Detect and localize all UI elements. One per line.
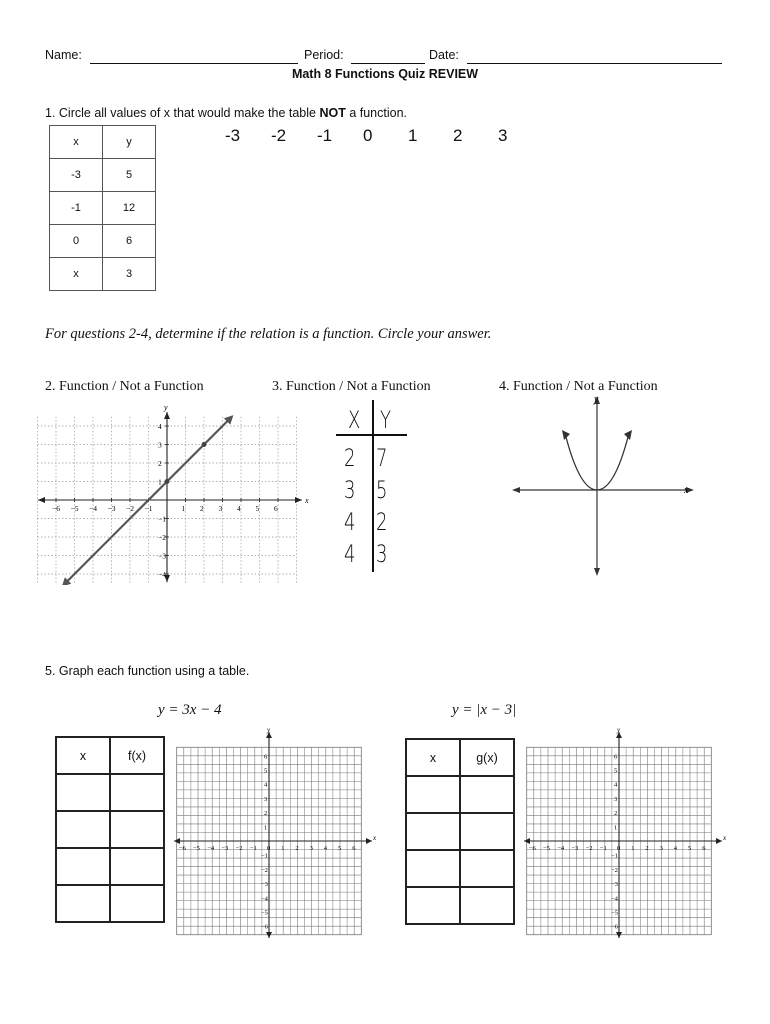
- x-tick-label: 1: [281, 845, 285, 852]
- x-tick-label: 1: [631, 845, 635, 852]
- x-tick-label: 3: [659, 845, 663, 852]
- table-cell: 0: [50, 225, 103, 258]
- x-arrow-right: [366, 838, 372, 844]
- q1-header-x: x: [50, 126, 103, 159]
- y-tick-label: 1: [158, 477, 162, 487]
- table-cell[interactable]: [460, 850, 514, 887]
- table-cell[interactable]: [110, 885, 164, 922]
- date-label: Date:: [429, 48, 459, 62]
- q1-header-y: y: [103, 126, 156, 159]
- y-tick-label: −3: [261, 881, 268, 889]
- x-tick-label: 6: [702, 845, 706, 852]
- y-tick-label: 6: [614, 753, 618, 761]
- q3-cell: 4: [344, 508, 356, 536]
- x-tick-label: 4: [673, 845, 678, 852]
- x-tick-label: 4: [323, 845, 328, 852]
- table-header: x: [56, 737, 110, 774]
- y-tick-label: 3: [264, 795, 268, 803]
- table-cell[interactable]: [406, 887, 460, 924]
- table-cell[interactable]: [460, 776, 514, 813]
- x-tick-label: 3: [309, 845, 313, 852]
- x-tick-label: −2: [235, 845, 243, 852]
- q3-cell: 3: [376, 540, 388, 568]
- x-tick-label: 2: [295, 845, 299, 852]
- x-tick-label: −6: [178, 845, 186, 852]
- q4-axis-y-label: y: [594, 394, 599, 405]
- x-choice[interactable]: -1: [317, 126, 333, 145]
- x-choice[interactable]: 3: [498, 126, 508, 145]
- q2-point: [202, 442, 207, 447]
- table-cell[interactable]: [460, 887, 514, 924]
- y-tick-label: 3: [614, 795, 618, 803]
- q3-t-table: [336, 400, 411, 575]
- q5-left-grid[interactable]: [172, 728, 377, 940]
- instructions: For questions 2-4, determine if the relation is a function. Circle your answer.: [45, 326, 492, 342]
- q3-label[interactable]: 3. Function / Not a Function: [272, 379, 431, 394]
- table-cell[interactable]: [110, 848, 164, 885]
- table-cell: x: [50, 258, 103, 291]
- q2-axis-y-label: y: [164, 403, 168, 412]
- q3-header-x: X: [348, 406, 361, 434]
- x-tick-label: −3: [571, 845, 579, 852]
- x-tick-label: 2: [645, 845, 649, 852]
- x-choice[interactable]: 2: [453, 126, 463, 145]
- x-tick-label: −6: [52, 504, 60, 513]
- date-field[interactable]: [467, 63, 722, 64]
- q5-right-grid[interactable]: [522, 728, 727, 940]
- x-tick-label: −4: [89, 504, 97, 513]
- x-tick-label: 5: [338, 845, 342, 852]
- q5-equation-right: y = |x − 3|: [452, 702, 517, 718]
- axis-x-label: x: [373, 834, 377, 842]
- q3-horizontal-rule: [336, 434, 407, 436]
- table-cell[interactable]: [110, 774, 164, 811]
- table-cell[interactable]: [406, 776, 460, 813]
- x-tick-label: −2: [585, 845, 593, 852]
- q5-equation-left: y = 3x − 4: [158, 702, 222, 718]
- x-tick-label: 4: [237, 504, 241, 513]
- q3-header-y: Y: [380, 406, 392, 434]
- q2-x-arrow-left: [38, 497, 45, 503]
- table-cell: -3: [50, 159, 103, 192]
- q2-axes: [38, 403, 309, 582]
- x-tick-label: 0: [617, 845, 621, 852]
- y-tick-label: −2: [158, 533, 166, 542]
- y-tick-label: −4: [158, 570, 166, 579]
- y-tick-label: 5: [614, 767, 618, 775]
- x-choice[interactable]: -2: [271, 126, 287, 145]
- x-tick-label: 2: [200, 504, 204, 513]
- y-tick-label: −1: [611, 852, 618, 860]
- q2-axis-x-label: x: [305, 496, 309, 505]
- q5-left-table[interactable]: [55, 736, 165, 923]
- x-tick-label: −6: [528, 845, 536, 852]
- q5-prompt: 5. Graph each function using a table.: [45, 664, 250, 678]
- x-choice[interactable]: 0: [363, 126, 373, 145]
- y-tick-label: 4: [264, 781, 268, 789]
- table-cell: 5: [103, 159, 156, 192]
- y-tick-label: −5: [261, 909, 268, 917]
- x-tick-label: −1: [144, 504, 153, 513]
- x-tick-label: 0: [267, 845, 271, 852]
- name-field[interactable]: [90, 63, 298, 64]
- table-cell: 6: [103, 225, 156, 258]
- y-tick-label: 6: [264, 753, 268, 761]
- q3-vertical-rule: [372, 400, 374, 572]
- y-tick-label: 2: [614, 810, 618, 818]
- axis-y-label: y: [267, 728, 271, 734]
- y-tick-label: −4: [261, 895, 268, 903]
- x-tick-label: −3: [107, 504, 116, 513]
- name-label: Name:: [45, 48, 82, 62]
- x-arrow-right: [716, 838, 722, 844]
- x-tick-label: 1: [181, 504, 186, 513]
- y-tick-label: 3: [158, 440, 162, 450]
- y-tick-label: −6: [611, 923, 618, 931]
- q2-y-arrow-up: [164, 412, 170, 419]
- table-header: x: [406, 739, 460, 776]
- q4-label[interactable]: 4. Function / Not a Function: [499, 379, 658, 394]
- y-tick-label: 2: [264, 810, 268, 818]
- table-cell: 12: [103, 192, 156, 225]
- y-tick-label: −2: [611, 866, 618, 874]
- x-tick-label: −4: [207, 845, 215, 852]
- q2-label[interactable]: 2. Function / Not a Function: [45, 379, 204, 394]
- table-cell[interactable]: [406, 813, 460, 850]
- x-tick-label: −5: [543, 845, 550, 852]
- period-label: Period:: [304, 48, 344, 62]
- y-tick-label: 4: [614, 781, 618, 789]
- table-cell[interactable]: [56, 774, 110, 811]
- x-choice[interactable]: -3: [225, 126, 241, 145]
- table-cell[interactable]: [406, 850, 460, 887]
- x-tick-label: 5: [255, 504, 260, 513]
- table-header: f(x): [110, 737, 164, 774]
- x-choice[interactable]: 1: [408, 126, 418, 145]
- table-cell[interactable]: [460, 813, 514, 850]
- q3-cell: 7: [376, 444, 388, 472]
- y-tick-label: 2: [158, 459, 162, 468]
- page-title: Math 8 Functions Quiz REVIEW: [291, 67, 479, 81]
- y-tick-label: 1: [614, 824, 618, 832]
- x-tick-label: 5: [688, 845, 692, 852]
- x-tick-label: −2: [126, 504, 134, 513]
- q3-cell: 2: [376, 508, 388, 536]
- y-tick-label: −3: [611, 881, 618, 889]
- y-tick-label: −5: [611, 909, 618, 917]
- q3-cell: 4: [344, 540, 356, 568]
- table-cell[interactable]: [56, 811, 110, 848]
- y-tick-label: −4: [611, 895, 618, 903]
- table-cell[interactable]: [110, 811, 164, 848]
- y-tick-label: −6: [261, 923, 268, 931]
- table-cell[interactable]: [56, 885, 110, 922]
- x-tick-label: −3: [221, 845, 229, 852]
- x-tick-label: −5: [70, 504, 79, 513]
- y-tick-label: 5: [264, 767, 268, 775]
- q2-point: [165, 479, 170, 484]
- x-tick-label: 6: [352, 845, 356, 852]
- q2-graph: [35, 400, 310, 585]
- x-tick-label: −1: [599, 845, 607, 852]
- q5-right-table[interactable]: [405, 738, 515, 925]
- y-tick-label: −2: [261, 866, 268, 874]
- table-cell[interactable]: [56, 848, 110, 885]
- y-tick-label: −3: [158, 551, 166, 561]
- axis-y-label: y: [617, 728, 621, 734]
- q1-prompt: 1. Circle all values of x that would make the table NOT a function.: [45, 106, 407, 120]
- y-tick-label: −1: [158, 514, 166, 524]
- y-tick-label: 1: [264, 824, 268, 832]
- q2-x-arrow-right: [295, 497, 302, 503]
- y-tick-label: −1: [261, 852, 268, 860]
- x-tick-label: −4: [557, 845, 565, 852]
- table-cell: 3: [103, 258, 156, 291]
- table-cell: -1: [50, 192, 103, 225]
- y-tick-label: 4: [158, 422, 162, 431]
- table-header: g(x): [460, 739, 514, 776]
- period-field[interactable]: [351, 63, 425, 64]
- q1-table: [49, 125, 156, 291]
- q4-graph: [508, 392, 698, 577]
- x-tick-label: 6: [274, 504, 278, 513]
- axis-x-label: x: [723, 834, 727, 842]
- q3-cell: 3: [344, 476, 356, 504]
- x-tick-label: −5: [193, 845, 200, 852]
- x-tick-label: −1: [249, 845, 257, 852]
- x-tick-label: 3: [218, 504, 223, 513]
- q3-cell: 2: [344, 444, 356, 472]
- q4-axis-x-label: x: [684, 485, 689, 496]
- q3-cell: 5: [376, 476, 388, 504]
